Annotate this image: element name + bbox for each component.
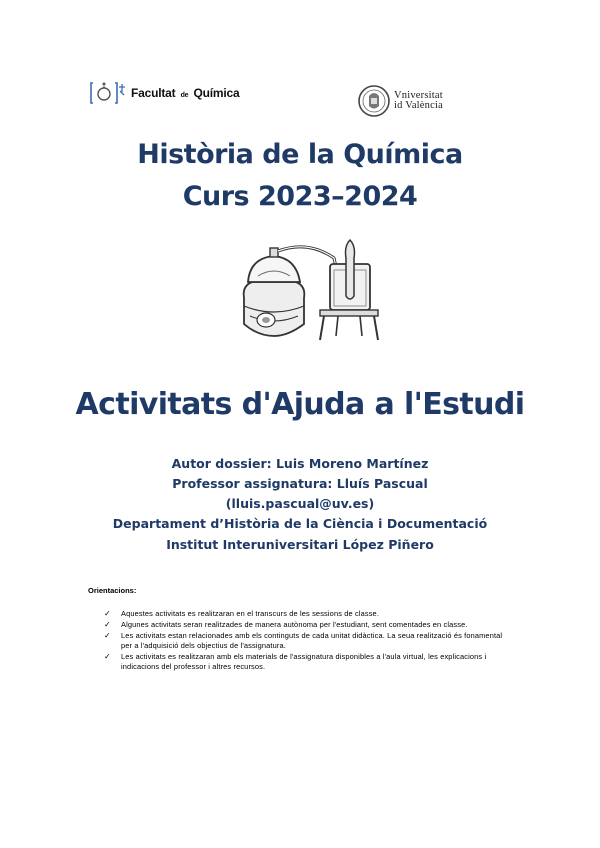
list-item: ✓ Les activitats es realitzaran amb els materials de l'assignatura disponibles a l'aula virtual, les explicacions i indicacions del professor i altres recursos.	[104, 652, 487, 671]
department-line: Departament d’Història de la Ciència i Documentació	[112, 516, 488, 531]
author-line: Autor dossier: Luis Moreno Martínez	[171, 456, 429, 471]
course-year: Curs 2023–2024	[182, 181, 418, 212]
university-seal-icon	[358, 84, 390, 118]
list-item: ✓ Algunes activitats seran realitzades de manera autònoma per l'estudiant, sent comentades en classe.	[104, 620, 468, 629]
faculty-logo-icon	[89, 80, 127, 106]
faculty-name: Facultat de Química	[131, 86, 240, 100]
checkmark-icon: ✓	[104, 631, 111, 640]
list-item: ✓ Les activitats estan relacionades amb els continguts de cada unitat didàctica. La seua realització és fonamental per a l'adquisició dels objectius de l'assignatura.	[104, 631, 503, 650]
institute-line: Institut Interuniversitari López Piñero	[166, 537, 434, 552]
email-line: (lluis.pascual@uv.es)	[225, 496, 375, 511]
course-title: Història de la Química	[137, 139, 463, 170]
checkmark-icon: ✓	[104, 652, 111, 661]
university-name	[394, 91, 443, 111]
university-logo	[358, 84, 443, 118]
professor-line: Professor assignatura: Lluís Pascual	[172, 476, 428, 491]
alembic-illustration	[238, 236, 388, 350]
faculty-logo	[89, 80, 239, 106]
document-subtitle: Activitats d'Ajuda a l'Estudi	[75, 387, 525, 422]
orientations-heading: Orientacions:	[88, 586, 137, 595]
checkmark-icon: ✓	[104, 620, 111, 629]
orientations-list	[104, 609, 506, 673]
university-line1: Vniversitat	[394, 90, 443, 101]
list-item: ✓ Aquestes activitats es realitzaran en el transcurs de les sessions de classe.	[104, 609, 380, 618]
checkmark-icon: ✓	[104, 609, 111, 618]
university-line2: id València	[394, 100, 443, 111]
